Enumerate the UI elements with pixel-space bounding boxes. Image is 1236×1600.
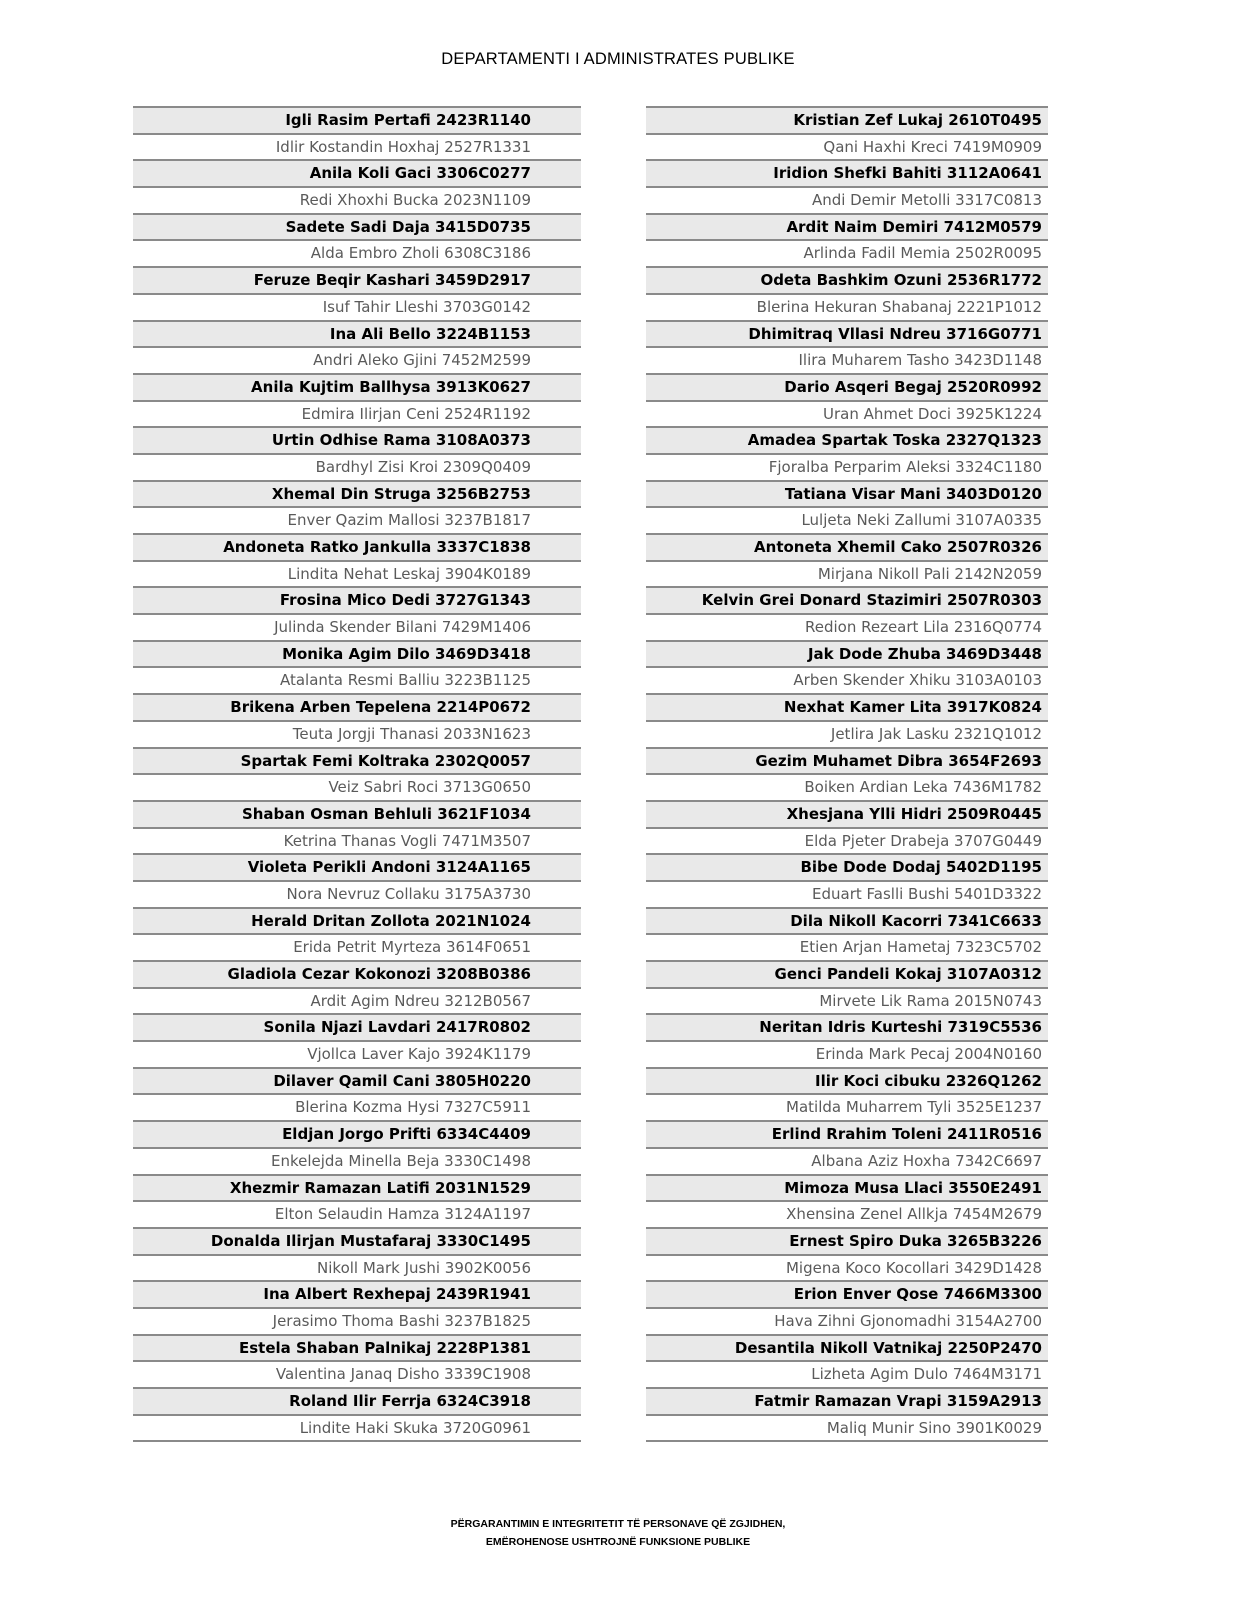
- list-item: Sonila Njazi Lavdari 2417R0802: [133, 1013, 581, 1040]
- list-item: Teuta Jorgji Thanasi 2033N1623: [133, 720, 581, 747]
- list-item: Lindite Haki Skuka 3720G0961: [133, 1414, 581, 1441]
- list-item: Antoneta Xhemil Cako 2507R0326: [646, 533, 1048, 560]
- list-item: Arlinda Fadil Memia 2502R0095: [646, 239, 1048, 266]
- list-item: Genci Pandeli Kokaj 3107A0312: [646, 960, 1048, 987]
- list-item: Julinda Skender Bilani 7429M1406: [133, 613, 581, 640]
- list-item: Enkelejda Minella Beja 3330C1498: [133, 1147, 581, 1174]
- list-item: Eduart Faslli Bushi 5401D3322: [646, 880, 1048, 907]
- list-item: Anila Kujtim Ballhysa 3913K0627: [133, 373, 581, 400]
- list-item: Andri Aleko Gjini 7452M2599: [133, 346, 581, 373]
- list-item: Dila Nikoll Kacorri 7341C6633: [646, 907, 1048, 934]
- list-item: Herald Dritan Zollota 2021N1024: [133, 907, 581, 934]
- list-item: Boiken Ardian Leka 7436M1782: [646, 773, 1048, 800]
- list-item: Roland Ilir Ferrja 6324C3918: [133, 1387, 581, 1414]
- list-item: Ilir Koci cibuku 2326Q1262: [646, 1067, 1048, 1094]
- list-item: Shaban Osman Behluli 3621F1034: [133, 800, 581, 827]
- footer-line-1: PËRGARANTIMIN E INTEGRITETIT TË PERSONAVE QË ZGJIDHEN,: [450, 1518, 786, 1530]
- list-item: Redi Xhoxhi Bucka 2023N1109: [133, 186, 581, 213]
- list-item: Ilira Muharem Tasho 3423D1148: [646, 346, 1048, 373]
- list-item: Isuf Tahir Lleshi 3703G0142: [133, 293, 581, 320]
- list-item: Etien Arjan Hametaj 7323C5702: [646, 933, 1048, 960]
- list-item: Hava Zihni Gjonomadhi 3154A2700: [646, 1307, 1048, 1334]
- list-item: Fatmir Ramazan Vrapi 3159A2913: [646, 1387, 1048, 1414]
- list-item: Andoneta Ratko Jankulla 3337C1838: [133, 533, 581, 560]
- list-item: Estela Shaban Palnikaj 2228P1381: [133, 1334, 581, 1361]
- list-item: Iridion Shefki Bahiti 3112A0641: [646, 159, 1048, 186]
- list-item: Erida Petrit Myrteza 3614F0651: [133, 933, 581, 960]
- list-item: Xhensina Zenel Allkja 7454M2679: [646, 1200, 1048, 1227]
- list-item: Lizheta Agim Dulo 7464M3171: [646, 1360, 1048, 1387]
- list-item: Donalda Ilirjan Mustafaraj 3330C1495: [133, 1227, 581, 1254]
- list-end-rule: [646, 1440, 1048, 1442]
- list-item: Bibe Dode Dodaj 5402D1195: [646, 853, 1048, 880]
- list-item: Blerina Hekuran Shabanaj 2221P1012: [646, 293, 1048, 320]
- list-end-rule: [133, 1440, 581, 1442]
- list-item: Ardit Agim Ndreu 3212B0567: [133, 987, 581, 1014]
- list-item: Jak Dode Zhuba 3469D3448: [646, 640, 1048, 667]
- list-item: Ina Ali Bello 3224B1153: [133, 320, 581, 347]
- list-item: Alda Embro Zholi 6308C3186: [133, 239, 581, 266]
- list-item: Nexhat Kamer Lita 3917K0824: [646, 693, 1048, 720]
- list-item: Bardhyl Zisi Kroi 2309Q0409: [133, 453, 581, 480]
- list-item: Redion Rezeart Lila 2316Q0774: [646, 613, 1048, 640]
- list-item: Vjollca Laver Kajo 3924K1179: [133, 1040, 581, 1067]
- list-item: Violeta Perikli Andoni 3124A1165: [133, 853, 581, 880]
- list-item: Atalanta Resmi Balliu 3223B1125: [133, 666, 581, 693]
- list-item: Kelvin Grei Donard Stazimiri 2507R0303: [646, 586, 1048, 613]
- list-item: Frosina Mico Dedi 3727G1343: [133, 586, 581, 613]
- list-item: Gladiola Cezar Kokonozi 3208B0386: [133, 960, 581, 987]
- footer-line-2: EMËROHENOSE USHTROJNË FUNKSIONE PUBLIKE: [485, 1536, 751, 1548]
- list-item: Migena Koco Kocollari 3429D1428: [646, 1254, 1048, 1281]
- list-item: Albana Aziz Hoxha 7342C6697: [646, 1147, 1048, 1174]
- list-item: Erinda Mark Pecaj 2004N0160: [646, 1040, 1048, 1067]
- list-item: Kristian Zef Lukaj 2610T0495: [646, 106, 1048, 133]
- list-item: Elda Pjeter Drabeja 3707G0449: [646, 827, 1048, 854]
- list-item: Ernest Spiro Duka 3265B3226: [646, 1227, 1048, 1254]
- list-item: Igli Rasim Pertafi 2423R1140: [133, 106, 581, 133]
- list-item: Fjoralba Perparim Aleksi 3324C1180: [646, 453, 1048, 480]
- list-item: Xhezmir Ramazan Latifi 2031N1529: [133, 1174, 581, 1201]
- list-item: Elton Selaudin Hamza 3124A1197: [133, 1200, 581, 1227]
- list-item: Ina Albert Rexhepaj 2439R1941: [133, 1280, 581, 1307]
- left-name-list: [133, 106, 581, 1442]
- list-item: Dilaver Qamil Cani 3805H0220: [133, 1067, 581, 1094]
- list-item: Veiz Sabri Roci 3713G0650: [133, 773, 581, 800]
- list-item: Nikoll Mark Jushi 3902K0056: [133, 1254, 581, 1281]
- list-item: Xhemal Din Struga 3256B2753: [133, 480, 581, 507]
- list-item: Matilda Muharrem Tyli 3525E1237: [646, 1093, 1048, 1120]
- list-item: Jetlira Jak Lasku 2321Q1012: [646, 720, 1048, 747]
- list-item: Xhesjana Ylli Hidri 2509R0445: [646, 800, 1048, 827]
- list-item: Enver Qazim Mallosi 3237B1817: [133, 506, 581, 533]
- list-item: Brikena Arben Tepelena 2214P0672: [133, 693, 581, 720]
- list-item: Odeta Bashkim Ozuni 2536R1772: [646, 266, 1048, 293]
- list-item: Mirvete Lik Rama 2015N0743: [646, 987, 1048, 1014]
- list-item: Qani Haxhi Kreci 7419M0909: [646, 133, 1048, 160]
- list-item: Luljeta Neki Zallumi 3107A0335: [646, 506, 1048, 533]
- list-item: Tatiana Visar Mani 3403D0120: [646, 480, 1048, 507]
- right-name-list: [646, 106, 1048, 1442]
- list-item: Anila Koli Gaci 3306C0277: [133, 159, 581, 186]
- list-item: Spartak Femi Koltraka 2302Q0057: [133, 747, 581, 774]
- list-item: Mimoza Musa Llaci 3550E2491: [646, 1174, 1048, 1201]
- list-item: Gezim Muhamet Dibra 3654F2693: [646, 747, 1048, 774]
- list-item: Eldjan Jorgo Prifti 6334C4409: [133, 1120, 581, 1147]
- list-item: Amadea Spartak Toska 2327Q1323: [646, 426, 1048, 453]
- list-item: Idlir Kostandin Hoxhaj 2527R1331: [133, 133, 581, 160]
- list-item: Maliq Munir Sino 3901K0029: [646, 1414, 1048, 1441]
- list-item: Sadete Sadi Daja 3415D0735: [133, 213, 581, 240]
- list-item: Erion Enver Qose 7466M3300: [646, 1280, 1048, 1307]
- footer: [0, 1515, 1236, 1551]
- list-item: Blerina Kozma Hysi 7327C5911: [133, 1093, 581, 1120]
- list-item: Valentina Janaq Disho 3339C1908: [133, 1360, 581, 1387]
- list-item: Uran Ahmet Doci 3925K1224: [646, 400, 1048, 427]
- list-item: Neritan Idris Kurteshi 7319C5536: [646, 1013, 1048, 1040]
- list-item: Nora Nevruz Collaku 3175A3730: [133, 880, 581, 907]
- list-item: Ardit Naim Demiri 7412M0579: [646, 213, 1048, 240]
- list-item: Desantila Nikoll Vatnikaj 2250P2470: [646, 1334, 1048, 1361]
- list-item: Erlind Rrahim Toleni 2411R0516: [646, 1120, 1048, 1147]
- list-item: Feruze Beqir Kashari 3459D2917: [133, 266, 581, 293]
- list-item: Ketrina Thanas Vogli 7471M3507: [133, 827, 581, 854]
- list-item: Edmira Ilirjan Ceni 2524R1192: [133, 400, 581, 427]
- list-item: Andi Demir Metolli 3317C0813: [646, 186, 1048, 213]
- list-item: Dhimitraq Vllasi Ndreu 3716G0771: [646, 320, 1048, 347]
- list-item: Lindita Nehat Leskaj 3904K0189: [133, 560, 581, 587]
- page-title: DEPARTAMENTI I ADMINISTRATES PUBLIKE: [441, 50, 795, 68]
- list-item: Urtin Odhise Rama 3108A0373: [133, 426, 581, 453]
- list-item: Arben Skender Xhiku 3103A0103: [646, 666, 1048, 693]
- list-item: Jerasimo Thoma Bashi 3237B1825: [133, 1307, 581, 1334]
- list-item: Dario Asqeri Begaj 2520R0992: [646, 373, 1048, 400]
- list-item: Mirjana Nikoll Pali 2142N2059: [646, 560, 1048, 587]
- list-item: Monika Agim Dilo 3469D3418: [133, 640, 581, 667]
